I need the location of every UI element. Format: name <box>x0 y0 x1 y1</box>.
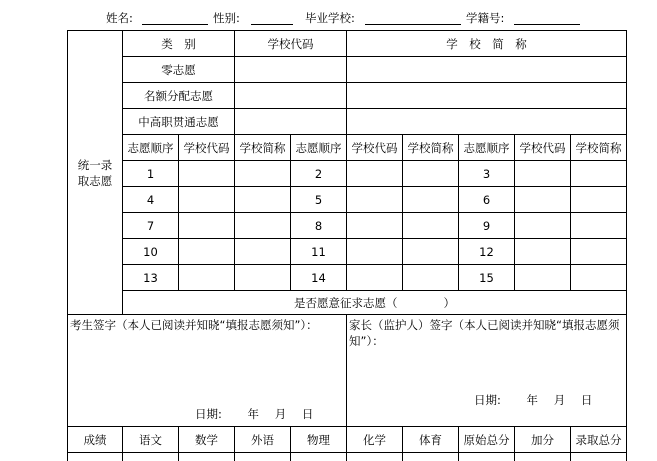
score-header: 外语 <box>251 432 274 447</box>
choice-number: 4 <box>146 192 155 207</box>
choices-header: 学校简称 <box>239 140 286 155</box>
choices-header: 志愿顺序 <box>127 140 174 155</box>
name-field[interactable] <box>142 24 208 25</box>
row-zero-choice: 零志愿 <box>161 62 196 77</box>
choice-number: 14 <box>311 270 326 285</box>
scores-label: 成绩 <box>83 432 107 447</box>
year-label: 年 <box>247 407 260 421</box>
gender-label: 性别: <box>213 11 240 25</box>
choice-number: 11 <box>311 244 326 259</box>
choice-number: 7 <box>146 218 155 233</box>
student-id-label: 学籍号: <box>466 11 505 25</box>
choices-header: 学校代码 <box>519 140 566 155</box>
day-label: 日 <box>301 407 314 421</box>
score-header: 原始总分 <box>463 432 510 447</box>
school-field[interactable] <box>365 24 461 25</box>
date-label: 日期: <box>474 393 501 407</box>
gender-field[interactable] <box>251 24 293 25</box>
name-label: 姓名: <box>106 11 133 25</box>
row-vocational-choice: 中高职贯通志愿 <box>138 114 219 129</box>
choices-header: 学校代码 <box>183 140 230 155</box>
month-label: 月 <box>553 393 566 407</box>
choices-header: 学校简称 <box>575 140 622 155</box>
choice-number: 12 <box>479 244 494 259</box>
header-school-name: 学 校 简 称 <box>446 36 527 51</box>
school-label: 毕业学校: <box>305 11 355 25</box>
score-header: 化学 <box>363 432 386 447</box>
header-school-code: 学校代码 <box>267 36 314 51</box>
date-label: 日期: <box>195 407 222 421</box>
score-header: 加分 <box>531 432 554 447</box>
student-date <box>195 406 313 422</box>
choices-header: 学校代码 <box>351 140 398 155</box>
score-header: 数学 <box>195 432 218 447</box>
section-label <box>68 31 122 314</box>
choice-number: 15 <box>479 270 494 285</box>
score-header: 物理 <box>307 432 330 447</box>
header-category: 类 别 <box>161 36 196 51</box>
score-header: 录取总分 <box>575 432 622 447</box>
choice-number: 9 <box>482 218 491 233</box>
score-header: 体育 <box>419 432 442 447</box>
choice-number: 2 <box>314 166 323 181</box>
choice-number: 8 <box>314 218 323 233</box>
choice-number: 5 <box>314 192 323 207</box>
choices-header: 志愿顺序 <box>463 140 510 155</box>
choice-number: 13 <box>143 270 158 285</box>
student-signature-label: 考生签字（本人已阅读并知晓“填报志愿须知”）： <box>70 318 318 332</box>
parent-date <box>474 392 592 408</box>
solicit-choice-label: 是否愿意征求志愿（ ） <box>294 295 455 310</box>
row-quota-choice: 名额分配志愿 <box>144 88 213 103</box>
day-label: 日 <box>580 393 593 407</box>
year-label: 年 <box>526 393 539 407</box>
choices-header: 学校简称 <box>407 140 454 155</box>
choice-number: 1 <box>146 166 155 181</box>
student-id-field[interactable] <box>514 24 580 25</box>
month-label: 月 <box>274 407 287 421</box>
choice-number: 3 <box>482 166 491 181</box>
section-label-line-2: 取志愿 <box>77 173 113 188</box>
choice-number: 6 <box>482 192 491 207</box>
choice-number: 10 <box>143 244 158 259</box>
choices-header: 志愿顺序 <box>295 140 342 155</box>
score-header: 语文 <box>139 432 162 447</box>
section-label-line-1: 统一录 <box>77 157 113 172</box>
parent-signature-label: 家长（监护人）签字（本人已阅读并知晓“填报志愿须知”）： <box>349 318 620 348</box>
